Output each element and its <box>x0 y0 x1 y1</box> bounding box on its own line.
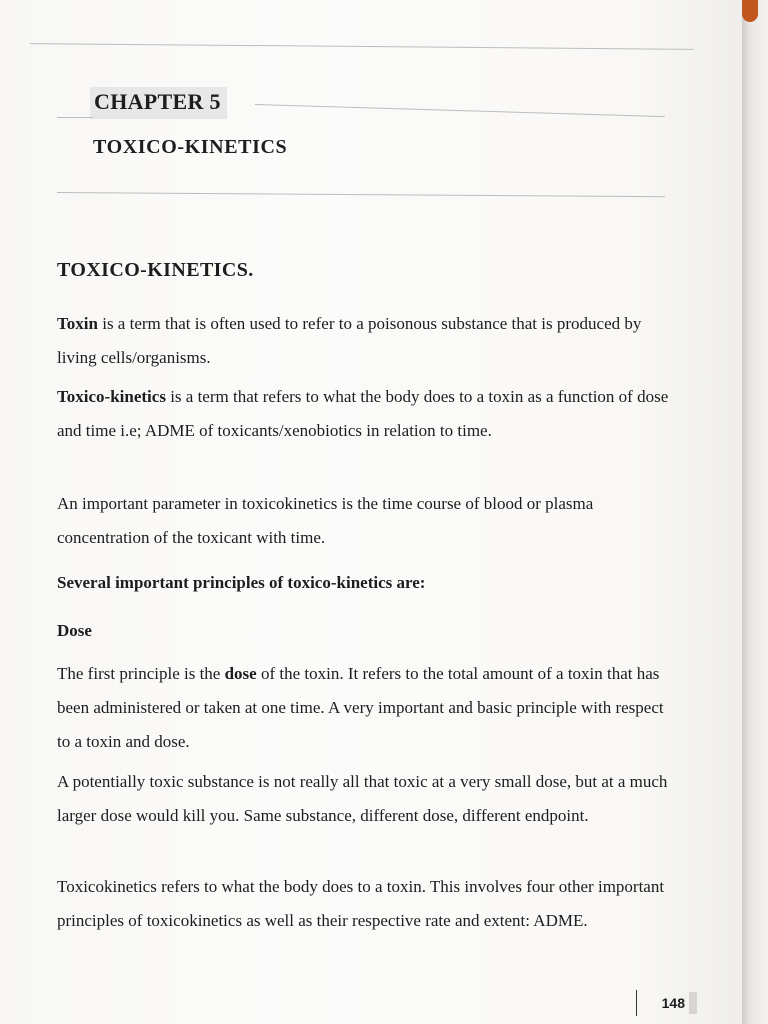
page-edge <box>742 0 768 1024</box>
page-number-tab <box>689 992 697 1014</box>
paragraph-adme: Toxicokinetics refers to what the body does to a toxin. This involves four other important principles of toxicokinetics as well as their respective rate and extent: ADME. <box>57 877 665 930</box>
paragraph-toxin-definition <box>57 307 677 375</box>
chapter-title: TOXICO-KINETICS <box>93 136 288 158</box>
chapter-rule-bottom <box>57 192 665 197</box>
term-dose: dose <box>224 664 257 683</box>
term-toxin: Toxin <box>57 314 98 333</box>
term-toxico-kinetics: Toxico-kinetics <box>57 387 166 406</box>
toxicokinetics-definition-text: is a term that refers to what the body does to a toxin as a function of dose and time i.e; ADME of toxicants/xenobiotics in relation to time. <box>57 387 669 440</box>
paragraph-toxicokinetics-definition <box>57 380 677 448</box>
section-heading: TOXICO-KINETICS. <box>57 259 254 281</box>
toxin-definition-text: is a term that is often used to refer to a poisonous substance that is produced by living cells/organisms. <box>57 314 642 367</box>
principles-heading: Several important principles of toxico-kinetics are: <box>57 573 426 592</box>
dose-principle-start: The first principle is the <box>57 664 225 683</box>
page-number: 148 <box>636 990 689 1016</box>
dose-subheading: Dose <box>57 621 92 640</box>
paragraph-dose-endpoint: A potentially toxic substance is not really all that toxic at a very small dose, but at a much larger dose would kill you. Same substance, different dose, different endpoint. <box>57 772 668 825</box>
paragraph-important-parameter: An important parameter in toxicokinetics is the time course of blood or plasma concentration of the toxicant with time. <box>57 494 594 547</box>
chapter-label: CHAPTER 5 <box>90 87 227 119</box>
paragraph-dose-principle <box>57 657 677 759</box>
chapter-rule-right <box>255 104 665 117</box>
chapter-rule-left <box>57 117 93 118</box>
corner-bookmark <box>742 0 758 22</box>
top-rule <box>30 43 694 50</box>
dose-principle-rest: of the toxin. It refers to the total amount of a toxin that has been administered or taken at one time. A very important and basic principle with respect to a toxin and dose. <box>57 664 664 751</box>
